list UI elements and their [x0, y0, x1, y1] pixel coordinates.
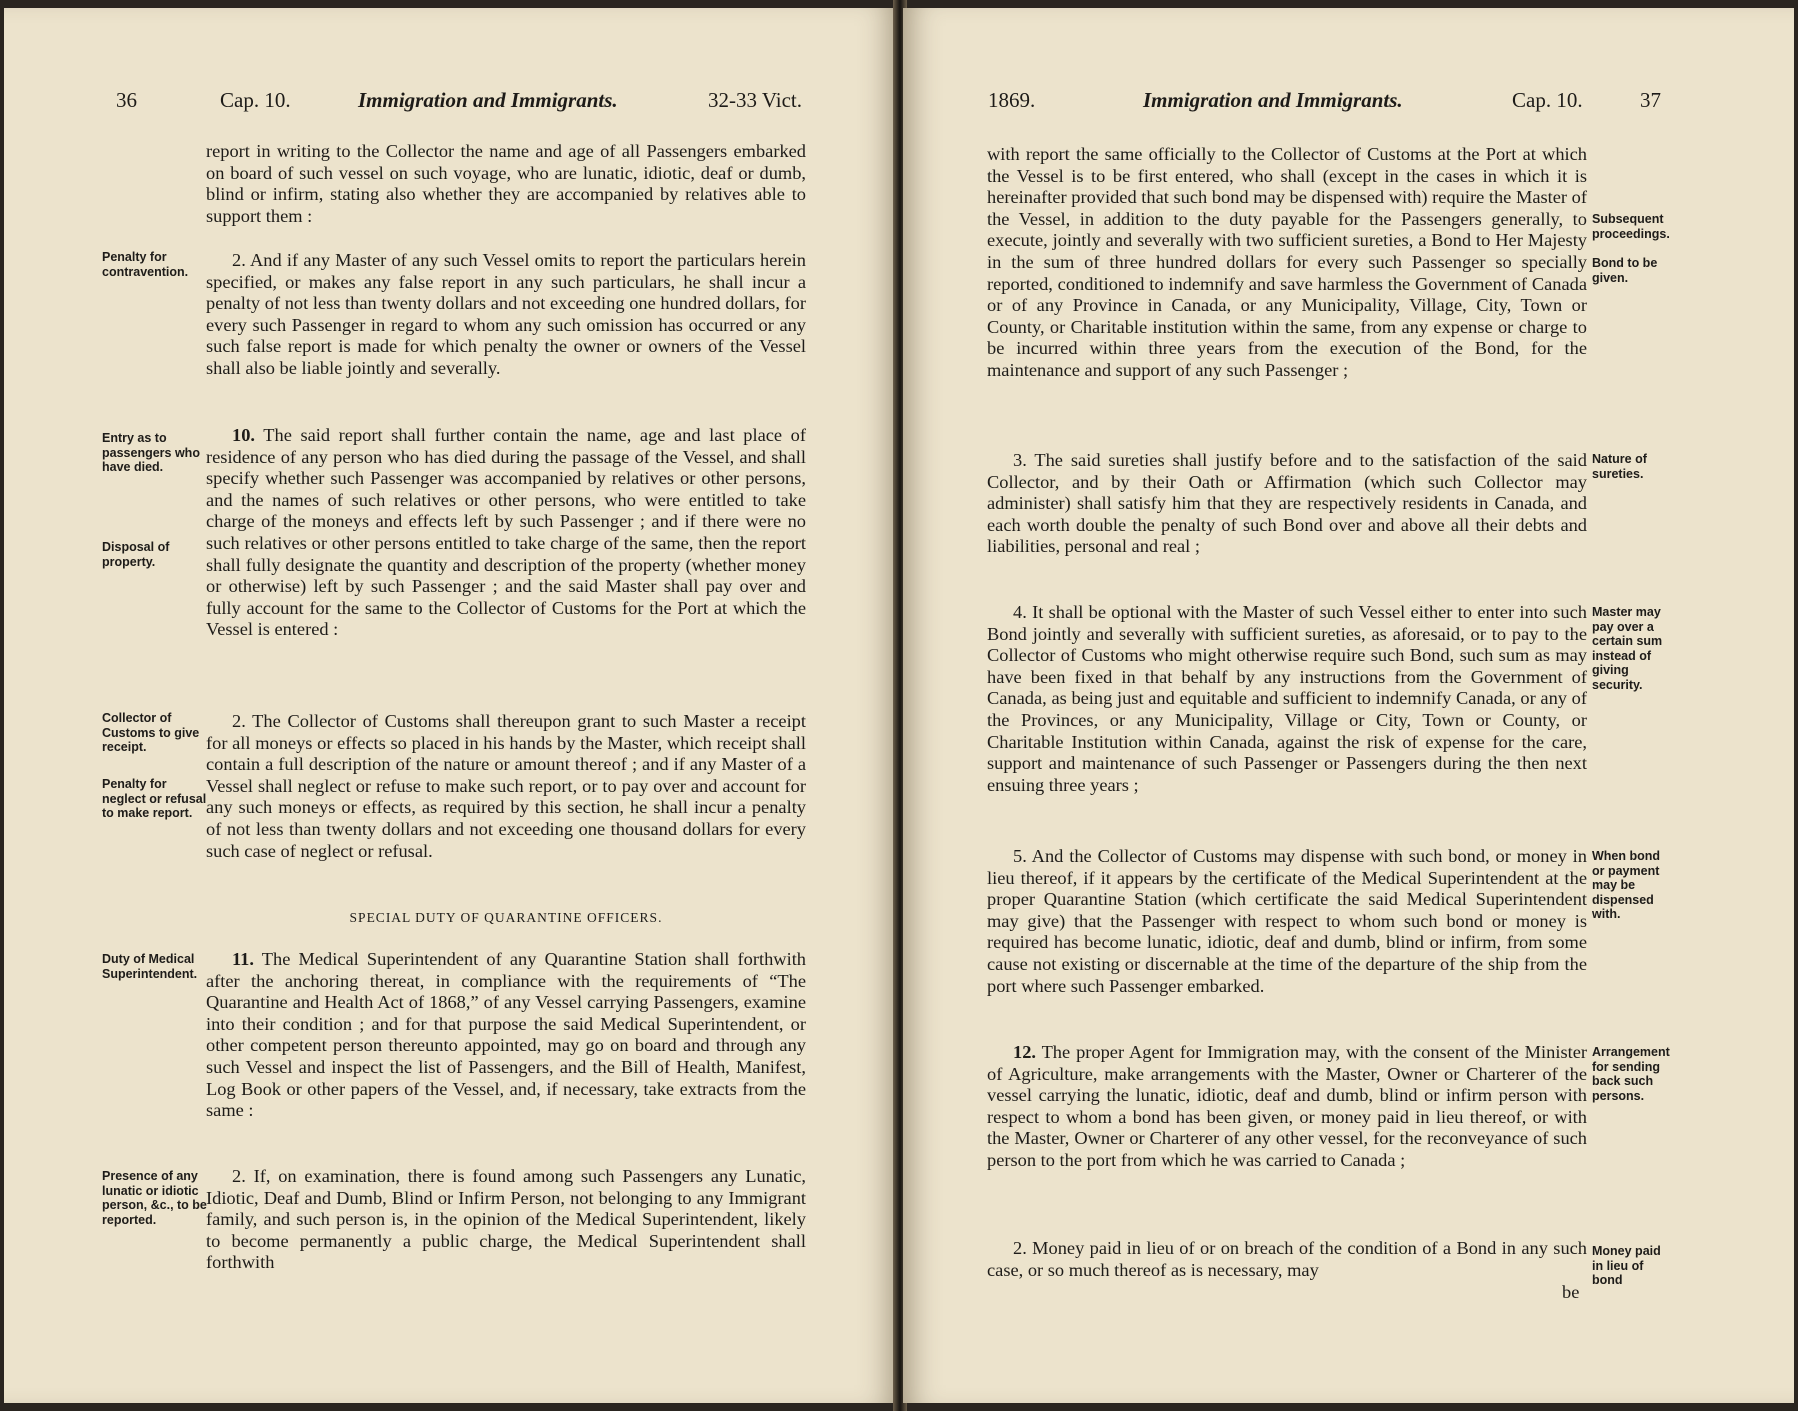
- side-note-subsequent: Subsequent proceedings.: [1592, 212, 1670, 241]
- left-paragraph-6: 2. If, on examination, there is found among such Passengers any Lunatic, Idiotic, Deaf and Dumb, Blind or Infirm Person, not belonging to any Immigrant family, and such person is, in the opinion of the Medical Superintendent, likely to become permanently a public charge, the Medical Superintendent shall forthwith: [206, 1166, 806, 1273]
- side-note-bond-dispensed: When bond or payment may be dispensed with.: [1592, 849, 1661, 921]
- left-paragraph-4: 2. The Collector of Customs shall thereupon grant to such Master a receipt for all moneys or effects so placed in his hands by the Master, which receipt shall contain a full description of the nature or amount thereof ; and if any Master of a Vessel shall neglect or refuse to make such report, or to pay over and account for any such moneys or effects, as required by this section, he shall incur a penalty of not less than twenty dollars and not exceeding one thousand dollars for every such case of neglect or refusal.: [206, 711, 806, 861]
- left-section-11: 11. The Medical Superintendent of any Quarantine Station shall forthwith after the anchoring thereat, in compliance with the requirements of “The Quarantine and Health Act of 1868,” of any Vessel carrying Passengers, examine into their condition ; and for that purpose the said Medical Superintendent, or other competent person thereunto appointed, may go on board and through any such Vessel and inspect the list of Passengers, and the Bill of Health, Manifest, Log Book or other papers of the Vessel, and, if necessary, take extracts from the same :: [206, 949, 806, 1121]
- right-paragraph-3: 4. It shall be optional with the Master of such Vessel either to enter into such Bond jointly and severally with sufficient sureties, as aforesaid, or to pay to the Collector of Customs who might otherwise require such Bond, such sum as may have been fixed in that behalf by any instructions from the Government of Canada, as being just and equitable and sufficient to indemnify Canada, or any of the Provinces, or any Municipality, Village or City, Town or County, or Charitable Institution within Canada, against the risk of expense for the care, support and maintenance of such Passenger or Passengers during the then next ensuing three years ;: [987, 602, 1587, 795]
- left-regnal-year: 32-33 Vict.: [708, 88, 803, 112]
- side-note-money-paid: Money paid in lieu of bond: [1592, 1244, 1661, 1287]
- left-paragraph-1: report in writing to the Collector the name and age of all Passengers embarked on board of such vessel on such voyage, who are lunatic, idiotic, deaf or dumb, blind or infirm, stating also whether they are accompanied by relatives able to support them :: [206, 141, 806, 226]
- left-section-10: 10. The said report shall further contain the name, age and last place of residence of any person who has died during the passage of the Vessel, and shall specify whether such Passenger was accompanied by relatives or other persons, and the names of such relatives or other persons, who were entitled to take charge of the moneys and effects left by such Passenger ; and if there were no such relatives or other persons entitled to take charge of the same, then the report shall fully designate the quantity and description of the property (whether money or otherwise) left by such Passenger ; and the said Master shall pay over and fully account for the same to the Collector of Customs for the Port at which the Vessel is entered :: [206, 425, 806, 640]
- right-year: 1869.: [988, 88, 1036, 112]
- right-chapter: Cap. 10.: [1512, 88, 1583, 112]
- left-page-number: 36: [116, 88, 137, 112]
- right-page-number: 37: [1640, 88, 1661, 112]
- section-number-11: 11.: [232, 949, 254, 969]
- right-running-title: Immigration and Immigrants.: [1143, 88, 1403, 112]
- side-note-duty-medical: Duty of Medical Superintendent.: [102, 952, 198, 981]
- right-section-12: 12. The proper Agent for Immigration may, with the consent of the Minister of Agriculture, make arrangements with the Master, Owner or Charterer of the vessel carrying the lunatic, idiotic, deaf and dumb, blind or infirm person with respect to whom a bond has been given, or money paid in lieu thereof, or with the Master, Owner or Charterer of any other vessel, for the reconveyance of such person to the port from which he was carried to Canada ;: [987, 1042, 1587, 1170]
- side-note-presence-lunatic: Presence of any lunatic or idiotic person, &c., to be reported.: [102, 1169, 207, 1227]
- side-note-collector-receipt: Collector of Customs to give receipt.: [102, 711, 200, 754]
- right-paragraph-1: with report the same officially to the Collector of Customs at the Port at which the Vessel is to be first entered, who shall (except in the cases in which it is hereinafter provided that such bond may be dispensed with) require the Master of the Vessel, in addition to the duty payable for the Passengers generally, to execute, jointly and severally with two sufficient sureties, a Bond to Her Majesty in the sum of three hundred dollars for every such Passenger so specially reported, conditioned to indemnify and save harmless the Government of Canada or of any Province in Canada, or any Municipality, Village, City, Town or County, or Charitable institution within the same, from any expense or charge to be incurred within three years from the execution of the Bond, for the maintenance and support of any such Passenger ;: [987, 144, 1587, 380]
- side-note-penalty-contravention: Penalty for contravention.: [102, 250, 189, 279]
- right-paragraph-4: 5. And the Collector of Customs may dispense with such bond, or money in lieu thereof, if it appears by the certificate of the Medical Superintendent at the proper Quarantine Station (which certificate the said Medical Superintendent may give) that the Passenger with respect to whom such bond or money is required has become lunatic, idiotic, deaf and dumb, blind or infirm, from some cause not existing or discernable at the time of the departure of the ship from the port where such Passenger embarked.: [987, 846, 1587, 996]
- section-number-10: 10.: [232, 425, 255, 445]
- side-note-nature-sureties: Nature of sureties.: [1592, 452, 1647, 481]
- side-note-penalty-neglect: Penalty for neglect or refusal to make report.: [102, 777, 207, 820]
- side-note-arrangement: Arrangement for sending back such persons.: [1592, 1045, 1670, 1103]
- right-paragraph-2: 3. The said sureties shall justify before and to the satisfaction of the said Collector, and by their Oath or Affirmation (which such Collector may administer) shall satisfy him that they are respectively residents in Canada, and each worth double the penalty of such Bond over and above all their debts and liabilities, personal and real ;: [987, 450, 1587, 557]
- side-note-disposal-property: Disposal of property.: [102, 540, 170, 569]
- section-heading: SPECIAL DUTY OF QUARANTINE OFFICERS.: [349, 910, 663, 925]
- left-chapter: Cap. 10.: [220, 88, 291, 112]
- right-paragraph-6: 2. Money paid in lieu of or on breach of the condition of a Bond in any such case, or so much thereof as is necessary, may: [987, 1238, 1587, 1280]
- section-number-12: 12.: [1013, 1042, 1036, 1062]
- left-running-title: Immigration and Immigrants.: [358, 88, 618, 112]
- side-note-entry-died: Entry as to passengers who have died.: [102, 431, 200, 474]
- left-paragraph-2: 2. And if any Master of any such Vessel omits to report the particulars herein specified, or makes any false report in any such particulars, he shall incur a penalty of not less than twenty dollars and not exceeding one hundred dollars, for every such Passenger in regard to whom any such omission has occurred or any such false report is made for which penalty the owner or owners of the Vessel shall also be liable jointly and severally.: [206, 250, 806, 378]
- side-note-master-pay: Master may pay over a certain sum instead of giving security.: [1592, 605, 1663, 692]
- side-note-bond-given: Bond to be given.: [1592, 256, 1658, 285]
- catchword: be: [1562, 1282, 1580, 1302]
